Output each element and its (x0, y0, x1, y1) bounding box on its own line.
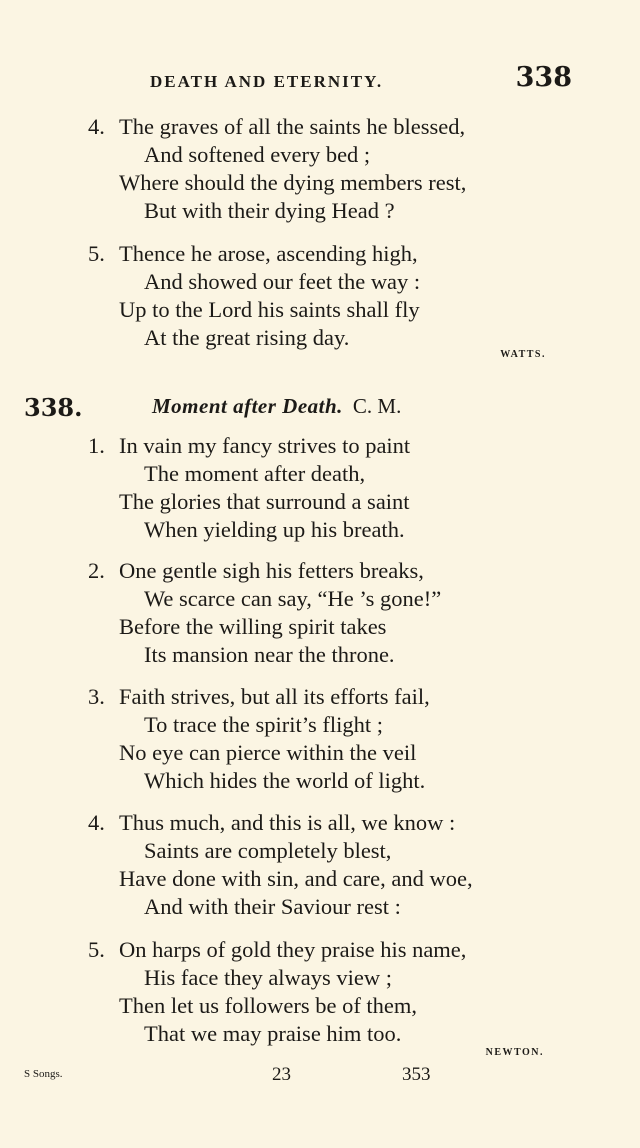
verse-line: To trace the spirit’s flight ; (144, 712, 383, 737)
verse-line: At the great rising day. (144, 325, 350, 350)
stanza-number: 3. (88, 684, 105, 709)
verse-line: Thence he arose, ascending high, (119, 241, 418, 266)
verse-line: Then let us followers be of them, (119, 993, 418, 1018)
verse-line: In vain my fancy strives to paint (119, 433, 411, 458)
verse-line: But with their dying Head ? (144, 198, 395, 223)
stanza (88, 683, 430, 795)
verse-line: We scarce can say, “He ’s gone!” (144, 586, 442, 611)
hymn-title-text: Moment after Death. (152, 394, 343, 418)
verse-line: And showed our feet the way : (144, 269, 421, 294)
stanza (88, 240, 420, 352)
verse-line: That we may praise him too. (144, 1021, 402, 1046)
verse-line: When yielding up his breath. (144, 517, 405, 542)
verse-line: The moment after death, (144, 461, 366, 486)
stanza-number: 4. (88, 114, 105, 139)
verse-line: Saints are completely blest, (144, 838, 392, 863)
verse-line: And softened every bed ; (144, 142, 371, 167)
stanza-number: 5. (88, 241, 105, 266)
stanza-number: 2. (88, 558, 105, 583)
author-attribution: WATTS. (500, 349, 546, 360)
stanza (88, 936, 466, 1048)
hymn-number: 338. (24, 393, 83, 422)
verse-line: On harps of gold they praise his name, (119, 937, 467, 962)
stanza-number: 5. (88, 937, 105, 962)
sheet-number: 23 (272, 1064, 291, 1085)
verse-line: Where should the dying members rest, (119, 170, 467, 195)
verse-line: His face they always view ; (144, 965, 393, 990)
verse-line: Before the willing spirit takes (119, 614, 387, 639)
stanza (88, 557, 441, 669)
page-number: 338 (515, 62, 572, 93)
verse-line: The graves of all the saints he blessed, (119, 114, 466, 139)
signature-mark: S Songs. (24, 1068, 63, 1080)
stanza-number: 4. (88, 810, 105, 835)
stanza-number: 1. (88, 433, 105, 458)
stanza (88, 432, 410, 544)
hymn-meter: C. M. (352, 394, 402, 418)
verse-line: No eye can pierce within the veil (119, 740, 417, 765)
verse-line: And with their Saviour rest : (144, 894, 401, 919)
verse-line: The glories that surround a saint (119, 489, 410, 514)
verse-line: Which hides the world of light. (144, 768, 426, 793)
verse-line: Up to the Lord his saints shall fly (119, 297, 420, 322)
author-attribution: NEWTON. (485, 1047, 544, 1058)
verse-line: Its mansion near the throne. (144, 642, 395, 667)
running-head: DEATH AND ETERNITY. (150, 72, 384, 91)
stanza (88, 809, 473, 921)
verse-line: Have done with sin, and care, and woe, (119, 866, 473, 891)
verse-line: Faith strives, but all its efforts fail, (119, 684, 430, 709)
stanza (88, 113, 466, 225)
hymn-title (152, 394, 401, 419)
verse-line: Thus much, and this is all, we know : (119, 810, 456, 835)
folio-number: 353 (402, 1064, 431, 1085)
verse-line: One gentle sigh his fetters breaks, (119, 558, 424, 583)
